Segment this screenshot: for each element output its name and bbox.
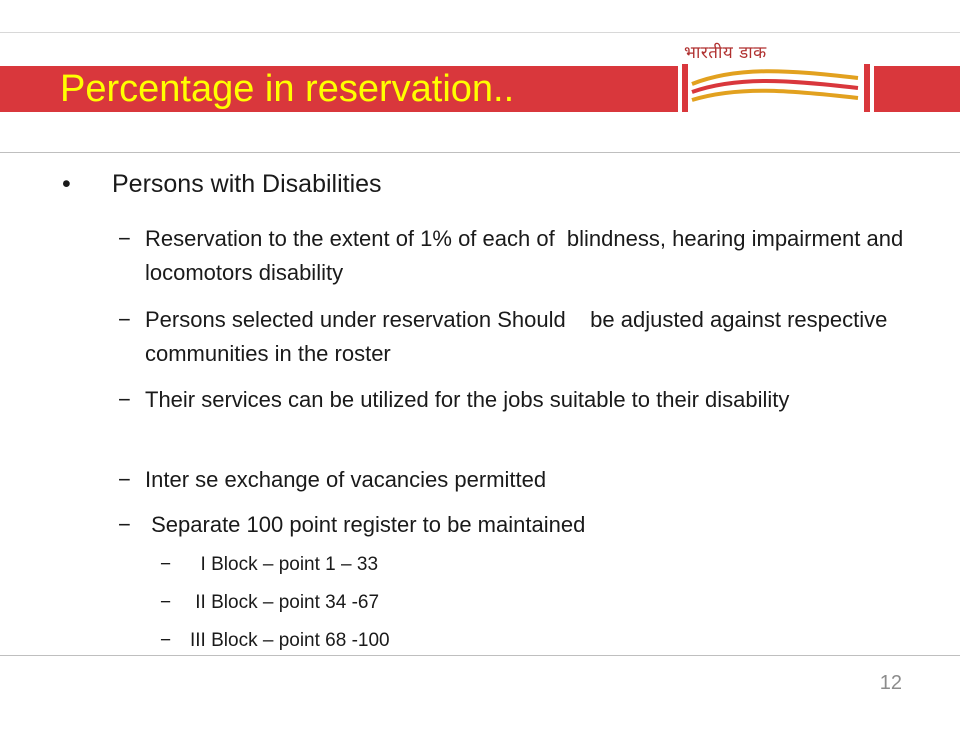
slide-title: Percentage in reservation.. (60, 68, 515, 110)
dash-icon: − (118, 226, 131, 251)
sub-list-item-text: II Block – point 34 -67 (190, 592, 380, 613)
dash-icon: − (160, 554, 172, 575)
dash-icon: − (160, 630, 172, 651)
dash-icon: − (118, 387, 131, 412)
sub-list-item (160, 628, 390, 732)
logo-text: भारतीय डाक (684, 43, 767, 63)
list-item-text: Their services can be utilized for the jobs suitable to their disability (145, 387, 790, 412)
bullet-icon: • (62, 170, 71, 198)
content-bottom-rule (0, 655, 960, 656)
sub-list-item-text: I Block – point 1 – 33 (190, 554, 379, 575)
list-item-text: Reservation to the extent of 1% of each of blindness, hearing impairment and locomotors disability (145, 226, 910, 285)
list-item-text: Persons selected under reservation Should be adjusted against respective communities in the roster (145, 307, 894, 366)
list-item-text: Inter se exchange of vacancies permitted (145, 467, 547, 492)
page-number: 12 (879, 672, 902, 694)
dash-icon: − (118, 467, 131, 492)
dash-icon: − (118, 512, 131, 537)
dash-icon: − (118, 307, 131, 332)
heading-text: Persons with Disabilities (112, 170, 382, 198)
list-item-text: Separate 100 point register to be maintained (145, 512, 586, 537)
sub-list-item-text: III Block – point 68 -100 (190, 630, 390, 651)
dash-icon: − (160, 592, 172, 613)
